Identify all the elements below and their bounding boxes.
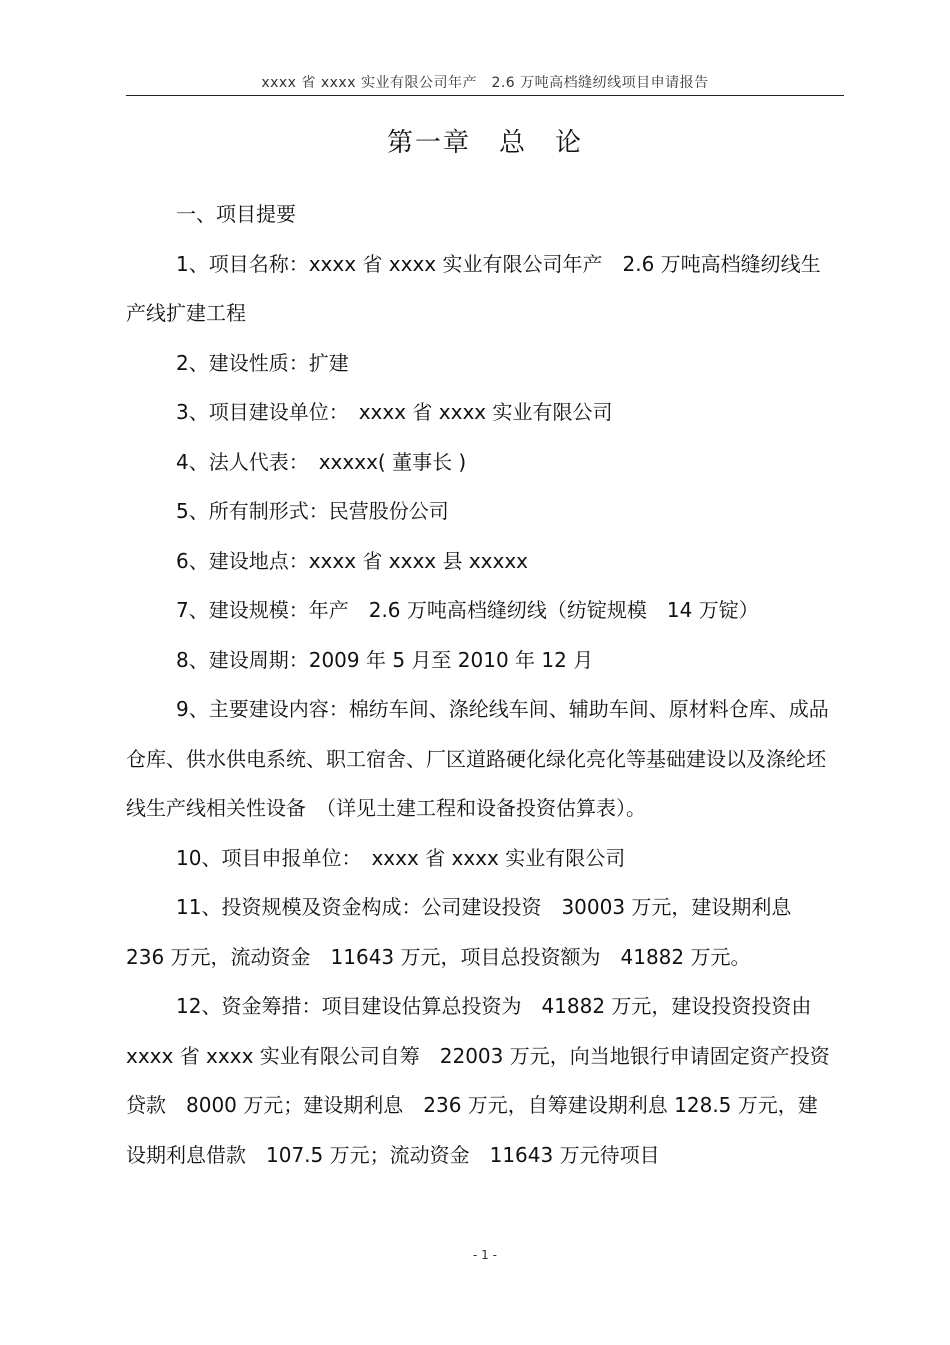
item-funding: 12、资金筹措：项目建设估算总投资为 41882 万元，建设投资投资由 xxxx 省 xxxx 实业有限公司自筹 22003 万元，向当地银行申请固定资产投资贷款 8000 万元；建设期利息 236 万元，自筹建设期利息 128.5 万元，建设期利息借款 107.5 万元；流动资金 11643 万元待项目 <box>126 994 830 1167</box>
item-legal-representative: 4、法人代表： xxxxx( 董事长 ) <box>176 449 467 474</box>
item-main-content: 9、主要建设内容：棉纺车间、涤纶线车间、辅助车间、原材料仓库、成品仓库、供水供电系统、职工宿舍、厂区道路硬化绿化亮化等基础建设以及涤纶坯线生产线相关性设备 （详见土建工程和设备投资估算表）。 <box>126 697 829 820</box>
header-divider <box>126 95 844 96</box>
running-header: xxxx 省 xxxx 实业有限公司年产 2.6 万吨高档缝纫线项目申请报告 <box>261 75 709 91</box>
body-text <box>126 190 830 1180</box>
item-scale: 7、建设规模：年产 2.6 万吨高档缝纫线（纺锭规模 14 万锭） <box>176 598 759 622</box>
section-heading: 一、项目提要 <box>176 202 296 226</box>
item-location: 6、建设地点：xxxx 省 xxxx 县 xxxxx <box>176 548 529 573</box>
item-investment: 11、投资规模及资金构成：公司建设投资 30003 万元，建设期利息 236 万元，流动资金 11643 万元，项目总投资额为 41882 万元。 <box>126 895 792 969</box>
item-project-name: 1、项目名称：xxxx 省 xxxx 实业有限公司年产 2.6 万吨高档缝纫线生产线扩建工程 <box>126 251 821 325</box>
item-construction-unit: 3、项目建设单位： xxxx 省 xxxx 实业有限公司 <box>176 400 613 424</box>
item-construction-nature: 2、建设性质：扩建 <box>176 350 349 375</box>
item-applicant: 10、项目申报单位： xxxx 省 xxxx 实业有限公司 <box>176 845 626 870</box>
page-number: - 1 - <box>473 1248 497 1262</box>
item-ownership: 5、所有制形式：民营股份公司 <box>176 499 449 523</box>
item-period: 8、建设周期：2009 年 5 月至 2010 年 12 月 <box>176 647 594 672</box>
chapter-title: 第一章 总 论 <box>386 128 583 158</box>
